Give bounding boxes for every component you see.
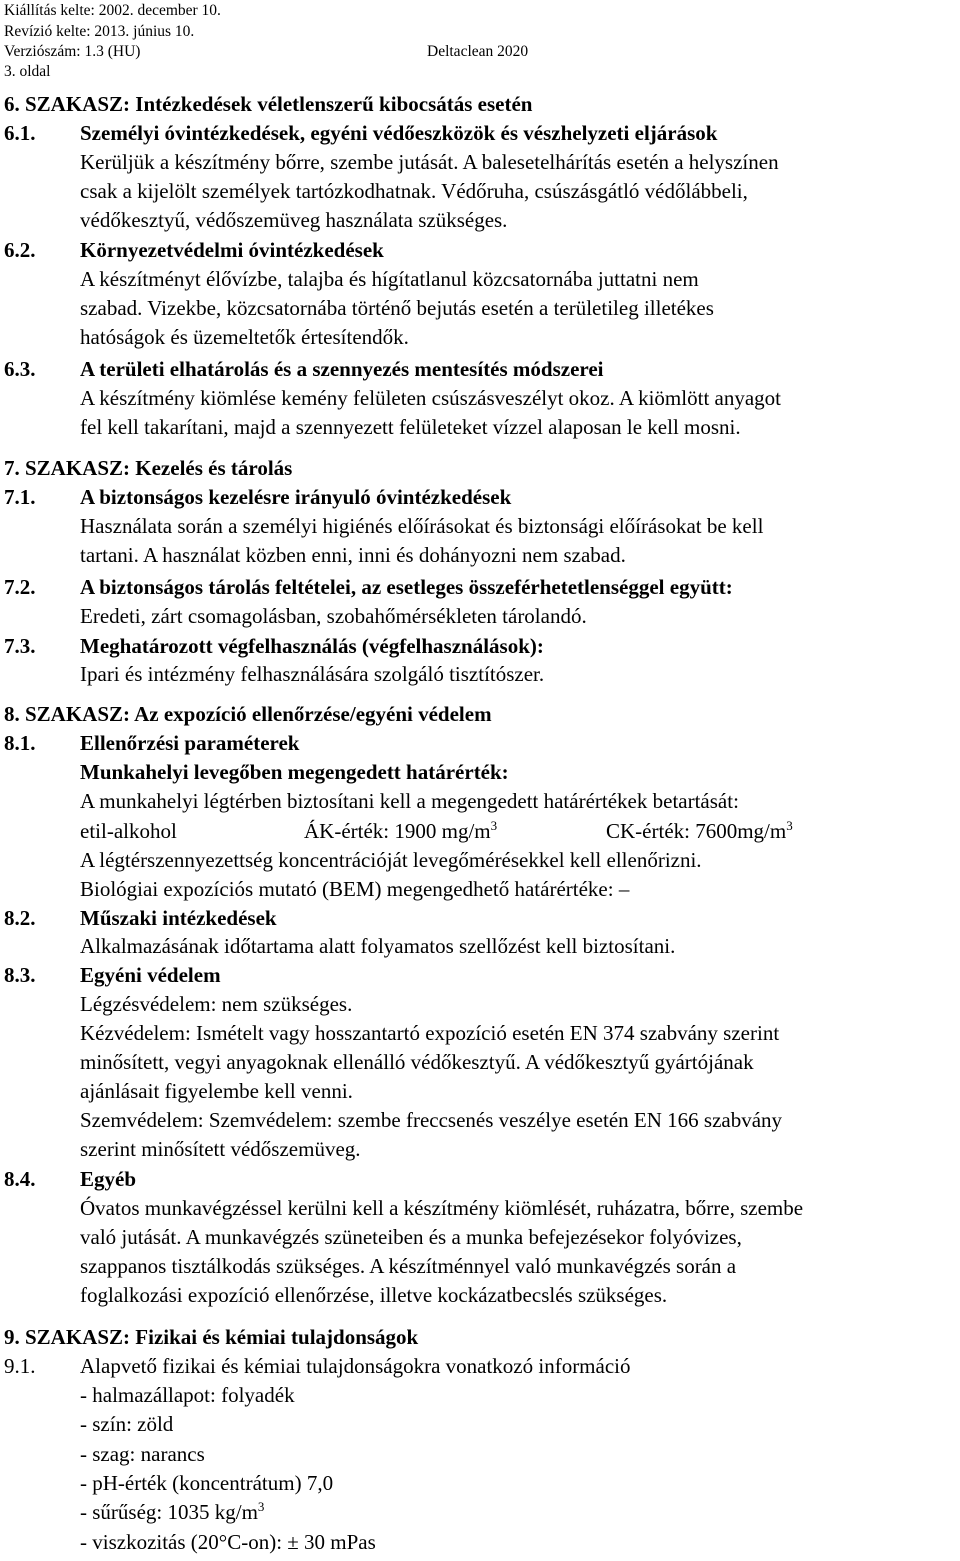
subsection-6-3-title: A területi elhatárolás és a szennyezés mentesítés módszerei (80, 357, 604, 381)
subsection-7-1-title: A biztonságos kezelésre irányuló óvintézkedések (80, 485, 512, 509)
subsection-6-2-number: 6.2. (4, 238, 36, 262)
section-9-title: 9. SZAKASZ: Fizikai és kémiai tulajdonságok (4, 1325, 419, 1349)
subsection-8-3-number: 8.3. (4, 963, 36, 987)
subsection-8-1-number: 8.1. (4, 731, 36, 755)
subsection-7-2-title: A biztonságos tárolás feltételei, az esetleges összeférhetetlenséggel együtt: (80, 575, 733, 599)
issue-date: Kiállítás kelte: 2002. december 10. (4, 2, 221, 19)
subsection-9-1-number: 9.1. (4, 1354, 36, 1378)
property-item: - pH-érték (koncentrátum) 7,0 (80, 1471, 334, 1495)
text-line: védőkesztyű, védőszemüveg használata szükséges. (80, 208, 508, 232)
subsection-6-1-title: Személyi óvintézkedések, egyéni védőeszközök és vészhelyzeti eljárások (80, 121, 718, 145)
text-line: A munkahelyi légtérben biztosítani kell a megengedett határértékek betartását: (80, 789, 739, 813)
density-text: - sűrűség: 1035 kg/m (80, 1500, 258, 1524)
text-line: Biológiai expozíciós mutató (BEM) megengedhető határértéke: – (80, 877, 630, 901)
section-7-title: 7. SZAKASZ: Kezelés és tárolás (4, 456, 293, 480)
property-item: - viszkozitás (20°C-on): ± 30 mPas (80, 1530, 376, 1554)
text-line: Használata során a személyi higiénés előírásokat és biztonsági előírásokat be kell (80, 514, 764, 538)
ck-value (606, 817, 793, 845)
subsection-8-4-number: 8.4. (4, 1167, 36, 1191)
text-line: Szemvédelem: Szemvédelem: szembe freccsenés veszélye esetén EN 166 szabvány (80, 1108, 783, 1132)
section-6-title: 6. SZAKASZ: Intézkedések véletlenszerű kibocsátás esetén (4, 92, 533, 116)
section-8-title: 8. SZAKASZ: Az expozíció ellenőrzése/egyéni védelem (4, 702, 492, 726)
text-line: A légtérszennyezettség koncentrációját levegőmérésekkel kell ellenőrizni. (80, 848, 702, 872)
property-item: - halmazállapot: folyadék (80, 1383, 295, 1407)
text-line: való jutását. A munkavégzés szüneteiben és a munka befejezésekor folyóvizes, (80, 1225, 742, 1249)
ck-value-text: CK-érték: 7600mg/m (606, 819, 787, 843)
ak-value-text: ÁK-érték: 1900 mg/m (304, 819, 491, 843)
text-line: hatóságok és üzemeltetők értesítendők. (80, 325, 409, 349)
subsection-7-3-number: 7.3. (4, 634, 36, 658)
property-item (80, 1498, 264, 1526)
subsection-8-4-title: Egyéb (80, 1167, 137, 1191)
subsection-6-3-number: 6.3. (4, 357, 36, 381)
revision-date: Revízió kelte: 2013. június 10. (4, 23, 195, 40)
text-line: fel kell takarítani, majd a szennyezett felületeket vízzel alaposan le kell mosni. (80, 415, 741, 439)
product-name: Deltaclean 2020 (427, 43, 529, 60)
text-line: Légzésvédelem: nem szükséges. (80, 992, 353, 1016)
unit-exponent: 3 (490, 818, 498, 833)
text-line: minősített, vegyi anyagoknak ellenálló védőkesztyű. A védőkesztyű gyártójának (80, 1050, 754, 1074)
text-line: szabad. Vizekbe, közcsatornába történő bejutás esetén a területileg illetékes (80, 296, 714, 320)
unit-exponent: 3 (786, 818, 793, 833)
subsection-7-3-title: Meghatározott végfelhasználás (végfelhasználások): (80, 634, 544, 658)
subsection-9-1-title: Alapvető fizikai és kémiai tulajdonságokra vonatkozó információ (80, 1354, 631, 1378)
text-line: A készítmény kiömlése kemény felületen csúszásveszélyt okoz. A kiömlött anyagot (80, 386, 781, 410)
text-line: A készítményt élővízbe, talajba és hígítatlanul közcsatornába juttatni nem (80, 267, 699, 291)
subsection-6-1-number: 6.1. (4, 121, 36, 145)
text-line: foglalkozási expozíció ellenőrzése, illetve kockázatbecslés szükséges. (80, 1283, 668, 1307)
subsection-6-2-title: Környezetvédelmi óvintézkedések (80, 238, 384, 262)
unit-exponent: 3 (257, 1499, 265, 1514)
subsection-8-3-title: Egyéni védelem (80, 963, 221, 987)
text-line: Kézvédelem: Ismételt vagy hosszantartó expozíció esetén EN 374 szabvány szerint (80, 1021, 780, 1045)
subsection-7-1-number: 7.1. (4, 485, 36, 509)
text-line: csak a kijelölt személyek tartózkodhatnak. Védőruha, csúszásgátló védőlábbeli, (80, 179, 748, 203)
text-line: ajánlásait figyelembe kell venni. (80, 1079, 353, 1103)
subsection-7-2-number: 7.2. (4, 575, 36, 599)
text-line: tartani. A használat közben enni, inni és dohányozni nem szabad. (80, 543, 626, 567)
property-item: - szag: narancs (80, 1442, 205, 1466)
text-line: Óvatos munkavégzéssel kerülni kell a készítmény kiömlését, ruházatra, bőrre, szembe (80, 1196, 804, 1220)
ak-value (304, 817, 497, 845)
text-line: Ipari és intézmény felhasználására szolgáló tisztítószer. (80, 662, 545, 686)
subsection-8-2-title: Műszaki intézkedések (80, 906, 277, 930)
text-line: szerint minősített védőszemüveg. (80, 1137, 361, 1161)
limit-value-subtitle: Munkahelyi levegőben megengedett határérték: (80, 760, 509, 784)
subsection-8-1-title: Ellenőrzési paraméterek (80, 731, 300, 755)
subsection-8-2-number: 8.2. (4, 906, 36, 930)
text-line: Eredeti, zárt csomagolásban, szobahőmérsékleten tárolandó. (80, 604, 587, 628)
text-line: Alkalmazásának időtartama alatt folyamatos szellőzést kell biztosítani. (80, 934, 676, 958)
text-line: Kerüljük a készítmény bőrre, szembe jutását. A balesetelhárítás esetén a helyszínen (80, 150, 779, 174)
substance-name: etil-alkohol (80, 819, 177, 843)
property-item: - szín: zöld (80, 1412, 174, 1436)
page-number: 3. oldal (4, 63, 51, 80)
version: Verziószám: 1.3 (HU) (4, 43, 141, 60)
text-line: szappanos tisztálkodás szükséges. A készítménnyel való munkavégzés során a (80, 1254, 737, 1278)
